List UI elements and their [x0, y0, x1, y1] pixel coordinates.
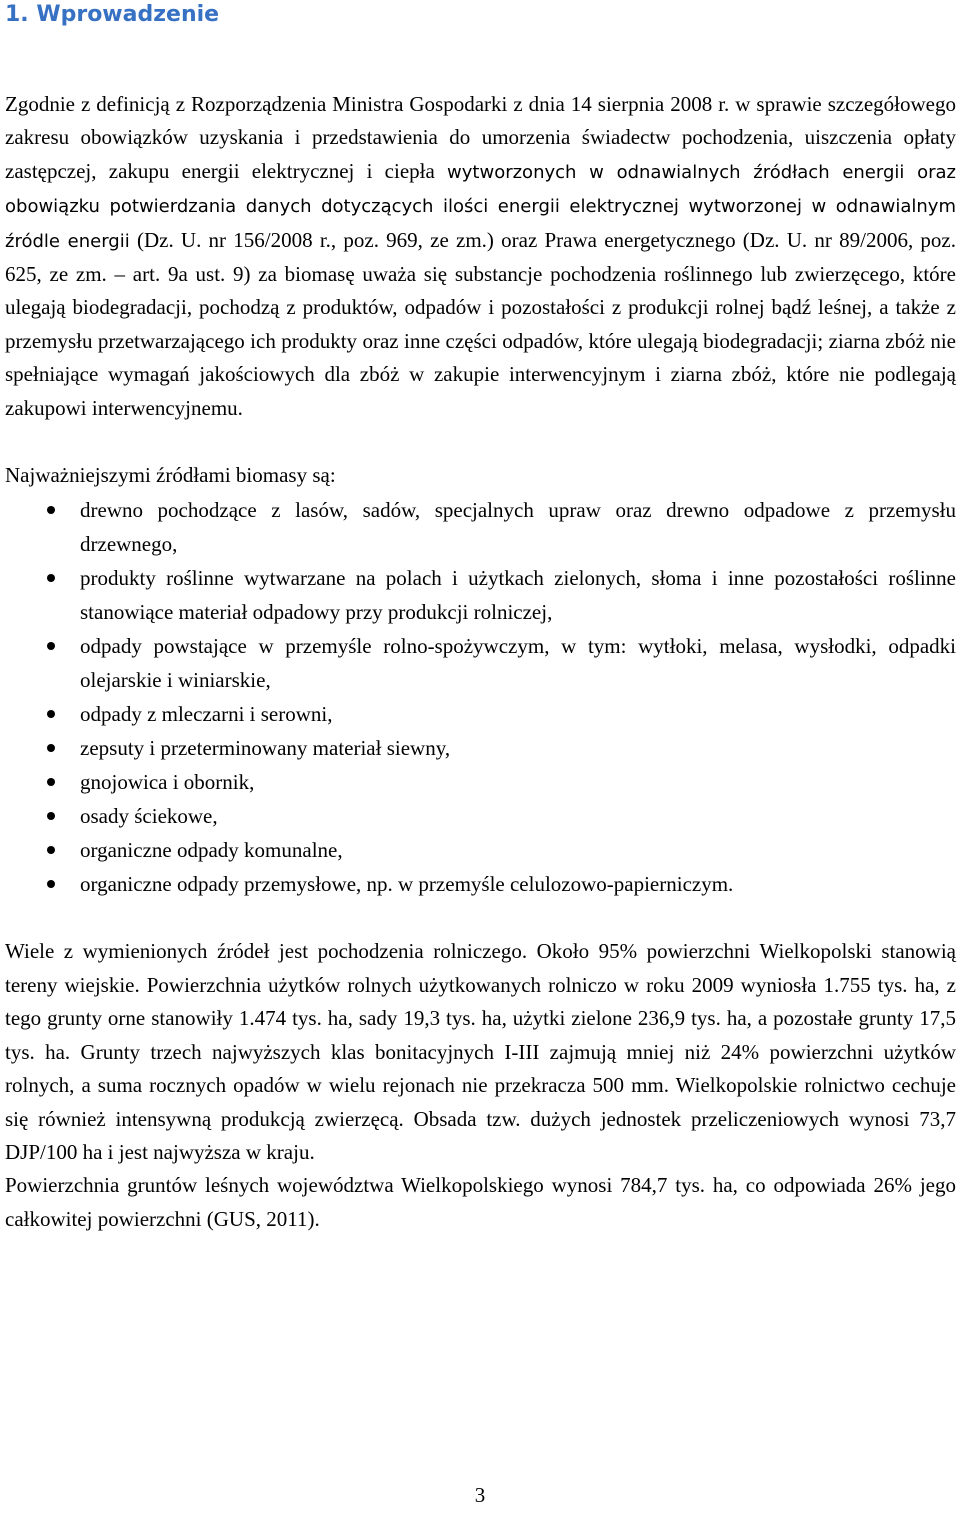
list-item-text: organiczne odpady komunalne,	[80, 838, 343, 863]
bullet-icon	[47, 506, 55, 514]
paragraph-biomass-definition	[5, 88, 956, 425]
list-item-text: zepsuty i przeterminowany materiał siewny,	[80, 736, 451, 761]
bullet-icon	[47, 880, 55, 888]
list-item-text: osady ściekowe,	[80, 804, 218, 829]
list-item	[5, 867, 956, 901]
list-item	[5, 629, 956, 697]
bullet-icon	[47, 744, 55, 752]
bullet-icon	[47, 710, 55, 718]
biomass-sources-list	[5, 493, 956, 901]
list-item	[5, 697, 956, 731]
paragraph-1-part-3: (Dz. U. nr 156/2008 r., poz. 969, ze zm.) oraz Prawa energetycznego (Dz. U. nr 89/2006, poz. 625, ze zm. – art. 9a ust. 9) za biomasę uważa się substancje pochodzenia roślinnego lub zwierzęcego, które ulegają biodegradacji, pochodzą z produktów, odpadów i pozostałości z produkcji rolnej bądź leśnej, a także z przemysłu przetwarzającego ich produkty oraz inne części odpadów, które ulegają biodegradacji; ziarna zbóż nie spełniające wymagań jakościowych dla zbóż w zakupie interwencyjnym i ziarna zbóż, które nie podlegają zakupowi interwencyjnemu.	[5, 227, 956, 420]
bullet-icon	[47, 812, 55, 820]
list-item	[5, 731, 956, 765]
paragraph-forest-area: Powierzchnia gruntów leśnych województwa Wielkopolskiego wynosi 784,7 tys. ha, co odpowiada 26% jego całkowitej powierzchni (GUS, 2011).	[5, 1173, 956, 1231]
section-heading-text: 1. Wprowadzenie	[5, 2, 220, 27]
paragraph-1-part-2: wytworzonych w odnawialnych źródłach energii oraz obowiązku potwierdzania danych dotyczących ilości energii elektrycznej wytworzonej w odnawialnym źródle energii	[5, 161, 956, 252]
bullet-icon	[47, 642, 55, 650]
list-item-text: drewno pochodzące z lasów, sadów, specjalnych upraw oraz drewno odpadowe z przemysłu drzewnego,	[80, 498, 956, 557]
list-item	[5, 493, 956, 561]
list-item	[5, 765, 956, 799]
bullet-icon	[47, 778, 55, 786]
list-item-text: produkty roślinne wytwarzane na polach i użytkach zielonych, słoma i inne pozostałości roślinne stanowiące materiał odpadowy przy produkcji rolniczej,	[80, 566, 956, 625]
list-item-text: gnojowica i obornik,	[80, 770, 255, 795]
page-number: 3	[474, 1483, 486, 1507]
list-item	[5, 833, 956, 867]
paragraph-sources-intro: Najważniejszymi źródłami biomasy są:	[5, 463, 336, 488]
bullet-icon	[47, 574, 55, 582]
list-item-text: odpady z mleczarni i serowni,	[80, 702, 333, 727]
list-item	[5, 799, 956, 833]
paragraph-agriculture: Wiele z wymienionych źródeł jest pochodzenia rolniczego. Około 95% powierzchni Wielkopolski stanowią tereny wiejskie. Powierzchnia użytków rolnych użytkowanych rolniczo w roku 2009 wyniosła 1.755 tys. ha, z tego grunty orne stanowiły 1.474 tys. ha, sady 19,3 tys. ha, użytki zielone 236,9 tys. ha, a pozostałe grunty 17,5 tys. ha. Grunty trzech najwyższych klas bonitacyjnych I-III zajmują mniej niż 24% powierzchni użytków rolnych, a suma rocznych opadów w wielu rejonach nie przekracza 500 mm. Wielkopolskie rolnictwo cechuje się również intensywną produkcją zwierzęcą. Obsada tzw. dużych jednostek przeliczeniowych wynosi 73,7 DJP/100 ha i jest najwyższa w kraju.	[5, 939, 956, 1164]
list-item-text: odpady powstające w przemyśle rolno-spożywczym, w tym: wytłoki, melasa, wysłodki, odpadki olejarskie i winiarskie,	[80, 634, 956, 693]
bullet-icon	[47, 846, 55, 854]
list-item-text: organiczne odpady przemysłowe, np. w przemyśle celulozowo-papierniczym.	[80, 872, 734, 897]
list-item	[5, 561, 956, 629]
section-heading	[5, 0, 956, 34]
paragraph-1-part-1: Zgodnie z definicją z Rozporządzenia Ministra Gospodarki z dnia 14 sierpnia 2008 r. w sprawie szczegółowego zakresu obowiązków uzyskania i przedstawienia do umorzenia świadectw pochodzenia, uiszczenia opłaty zastępczej, zakupu energii elektrycznej i ciepła	[5, 92, 956, 183]
